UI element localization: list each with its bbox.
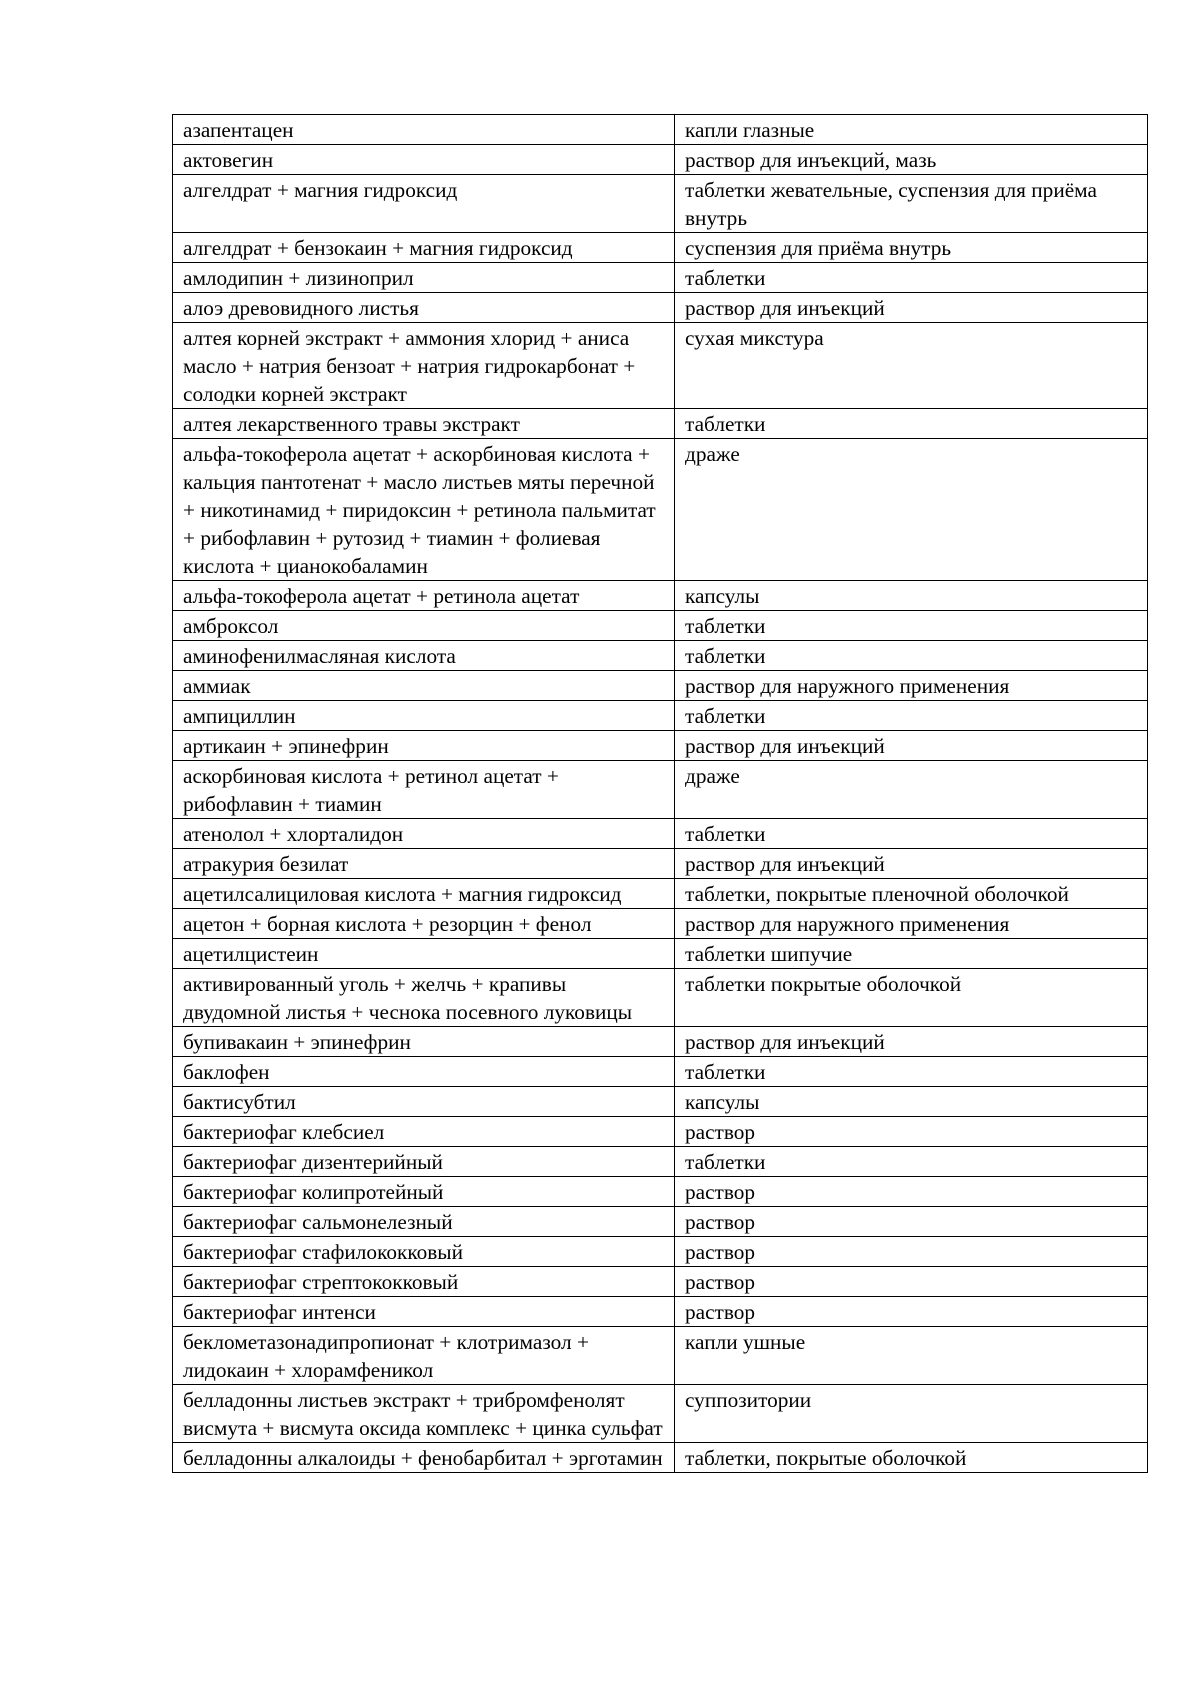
- substance-cell: амлодипин + лизиноприл: [173, 263, 675, 293]
- table-row: [173, 1443, 1148, 1473]
- substance-cell: аммиак: [173, 671, 675, 701]
- dosage-form-cell: таблетки: [675, 701, 1148, 731]
- table-row: [173, 293, 1148, 323]
- substance-cell: белладонны листьев экстракт + трибромфенолят висмута + висмута оксида комплекс + цинка сульфат: [173, 1385, 675, 1443]
- substance-cell: актовегин: [173, 145, 675, 175]
- dosage-form-cell: раствор для инъекций: [675, 849, 1148, 879]
- table-row: [173, 611, 1148, 641]
- dosage-form-cell: раствор для инъекций, мазь: [675, 145, 1148, 175]
- substance-cell: бактисубтил: [173, 1087, 675, 1117]
- dosage-form-cell: суппозитории: [675, 1385, 1148, 1443]
- substance-cell: бактериофаг колипротейный: [173, 1177, 675, 1207]
- table-row: [173, 731, 1148, 761]
- substance-cell: алтея корней экстракт + аммония хлорид + аниса масло + натрия бензоат + натрия гидрокарбонат + солодки корней экстракт: [173, 323, 675, 409]
- dosage-form-cell: раствор: [675, 1237, 1148, 1267]
- substance-cell: бупивакаин + эпинефрин: [173, 1027, 675, 1057]
- substance-cell: амброксол: [173, 611, 675, 641]
- table-row: [173, 969, 1148, 1027]
- substance-cell: активированный уголь + желчь + крапивы двудомной листья + чеснока посевного луковицы: [173, 969, 675, 1027]
- dosage-form-cell: таблетки: [675, 1057, 1148, 1087]
- table-row: [173, 1385, 1148, 1443]
- table-row: [173, 439, 1148, 581]
- table-row: [173, 849, 1148, 879]
- table-row: [173, 409, 1148, 439]
- substance-cell: алгелдрат + бензокаин + магния гидроксид: [173, 233, 675, 263]
- dosage-form-cell: таблетки покрытые оболочкой: [675, 969, 1148, 1027]
- substance-cell: аминофенилмасляная кислота: [173, 641, 675, 671]
- table-row: [173, 701, 1148, 731]
- substance-cell: азапентацен: [173, 115, 675, 145]
- dosage-form-cell: раствор для инъекций: [675, 731, 1148, 761]
- substance-cell: бактериофаг дизентерийный: [173, 1147, 675, 1177]
- substance-cell: аскорбиновая кислота + ретинол ацетат + рибофлавин + тиамин: [173, 761, 675, 819]
- dosage-form-cell: таблетки жевательные, суспензия для приёма внутрь: [675, 175, 1148, 233]
- dosage-form-cell: суспензия для приёма внутрь: [675, 233, 1148, 263]
- substance-cell: атракурия безилат: [173, 849, 675, 879]
- dosage-form-cell: раствор: [675, 1117, 1148, 1147]
- table-row: [173, 1207, 1148, 1237]
- dosage-form-cell: таблетки, покрытые пленочной оболочкой: [675, 879, 1148, 909]
- substance-cell: алоэ древовидного листья: [173, 293, 675, 323]
- dosage-form-cell: раствор: [675, 1267, 1148, 1297]
- substance-cell: ацетилцистеин: [173, 939, 675, 969]
- substance-cell: ампициллин: [173, 701, 675, 731]
- dosage-form-cell: таблетки шипучие: [675, 939, 1148, 969]
- substance-cell: альфа-токоферола ацетат + аскорбиновая кислота + кальция пантотенат + масло листьев мяты перечной + никотинамид + пиридоксин + ретинола пальмитат + рибофлавин + рутозид + тиамин + фолиевая кислота + цианокобаламин: [173, 439, 675, 581]
- table-row: [173, 1147, 1148, 1177]
- substance-cell: белладонны алкалоиды + фенобарбитал + эрготамин: [173, 1443, 675, 1473]
- dosage-form-cell: капли глазные: [675, 115, 1148, 145]
- substance-cell: артикаин + эпинефрин: [173, 731, 675, 761]
- table-row: [173, 909, 1148, 939]
- dosage-form-cell: таблетки, покрытые оболочкой: [675, 1443, 1148, 1473]
- dosage-form-cell: сухая микстура: [675, 323, 1148, 409]
- dosage-form-cell: раствор для инъекций: [675, 293, 1148, 323]
- table-row: [173, 819, 1148, 849]
- table-row: [173, 581, 1148, 611]
- table-row: [173, 761, 1148, 819]
- dosage-form-cell: раствор для наружного применения: [675, 909, 1148, 939]
- dosage-form-cell: раствор для инъекций: [675, 1027, 1148, 1057]
- table-row: [173, 1237, 1148, 1267]
- dosage-form-cell: таблетки: [675, 409, 1148, 439]
- substance-cell: ацетон + борная кислота + резорцин + фенол: [173, 909, 675, 939]
- substance-cell: бактериофаг стафилококковый: [173, 1237, 675, 1267]
- table-row: [173, 1087, 1148, 1117]
- substance-cell: алгелдрат + магния гидроксид: [173, 175, 675, 233]
- table-row: [173, 1057, 1148, 1087]
- dosage-form-cell: драже: [675, 761, 1148, 819]
- substance-cell: ацетилсалициловая кислота + магния гидроксид: [173, 879, 675, 909]
- table-row: [173, 939, 1148, 969]
- table-row: [173, 1117, 1148, 1147]
- substance-cell: бактериофаг интенси: [173, 1297, 675, 1327]
- substance-cell: баклофен: [173, 1057, 675, 1087]
- dosage-form-cell: раствор: [675, 1207, 1148, 1237]
- table-row: [173, 1267, 1148, 1297]
- dosage-form-cell: таблетки: [675, 1147, 1148, 1177]
- table-row: [173, 1327, 1148, 1385]
- dosage-form-cell: таблетки: [675, 263, 1148, 293]
- table-row: [173, 879, 1148, 909]
- table-row: [173, 233, 1148, 263]
- dosage-form-cell: раствор: [675, 1297, 1148, 1327]
- table-row: [173, 641, 1148, 671]
- table-row: [173, 1177, 1148, 1207]
- dosage-form-cell: таблетки: [675, 611, 1148, 641]
- dosage-form-cell: драже: [675, 439, 1148, 581]
- table-row: [173, 1027, 1148, 1057]
- dosage-form-cell: капсулы: [675, 1087, 1148, 1117]
- substance-cell: бактериофаг клебсиел: [173, 1117, 675, 1147]
- table-row: [173, 263, 1148, 293]
- table-row: [173, 323, 1148, 409]
- substance-cell: бактериофаг сальмонелезный: [173, 1207, 675, 1237]
- substance-cell: беклометазонадипропионат + клотримазол + лидокаин + хлорамфеникол: [173, 1327, 675, 1385]
- substance-cell: атенолол + хлорталидон: [173, 819, 675, 849]
- document-page: [172, 114, 1147, 1473]
- dosage-form-cell: раствор для наружного применения: [675, 671, 1148, 701]
- substance-cell: алтея лекарственного травы экстракт: [173, 409, 675, 439]
- dosage-form-cell: таблетки: [675, 819, 1148, 849]
- substance-cell: бактериофаг стрептококковый: [173, 1267, 675, 1297]
- dosage-form-cell: таблетки: [675, 641, 1148, 671]
- dosage-form-cell: капли ушные: [675, 1327, 1148, 1385]
- table-row: [173, 671, 1148, 701]
- drug-table: [172, 114, 1148, 1473]
- dosage-form-cell: раствор: [675, 1177, 1148, 1207]
- substance-cell: альфа-токоферола ацетат + ретинола ацетат: [173, 581, 675, 611]
- dosage-form-cell: капсулы: [675, 581, 1148, 611]
- table-row: [173, 115, 1148, 145]
- table-row: [173, 145, 1148, 175]
- table-row: [173, 1297, 1148, 1327]
- table-row: [173, 175, 1148, 233]
